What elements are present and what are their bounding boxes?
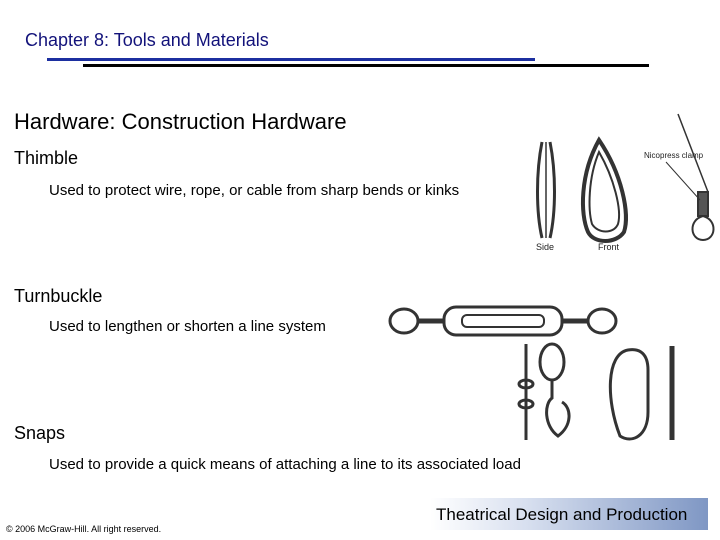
side-label: Side bbox=[536, 242, 555, 252]
footer-book-title: Theatrical Design and Production bbox=[436, 505, 688, 524]
copyright-notice: © 2006 McGraw-Hill. All right reserved. bbox=[6, 524, 162, 534]
snaps-description: Used to provide a quick means of attaching a line to its associated load bbox=[49, 456, 521, 473]
thimble-description: Used to protect wire, rope, or cable from sharp bends or kinks bbox=[49, 182, 460, 199]
front-label: Front bbox=[598, 242, 620, 252]
turnbuckle-description: Used to lengthen or shorten a line system bbox=[49, 318, 326, 335]
title-rule-black bbox=[83, 64, 649, 67]
chapter-title: Chapter 8: Tools and Materials bbox=[25, 30, 269, 50]
turnbuckle-illustration bbox=[384, 298, 622, 344]
thimble-illustration bbox=[528, 112, 720, 258]
nicopress-label: Nicopress clamp bbox=[644, 151, 704, 160]
slide-heading: Hardware: Construction Hardware bbox=[14, 109, 347, 134]
snaps-illustration bbox=[508, 340, 692, 446]
thimble-title: Thimble bbox=[14, 148, 79, 168]
turnbuckle-title: Turnbuckle bbox=[14, 286, 103, 306]
title-rule-blue bbox=[47, 58, 535, 61]
snaps-title: Snaps bbox=[14, 423, 66, 443]
